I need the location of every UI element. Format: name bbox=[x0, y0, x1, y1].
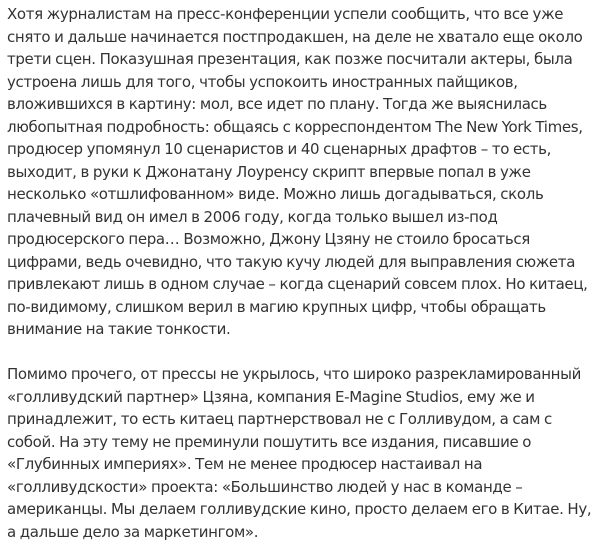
paragraph-2: Помимо прочего, от прессы не укрылось, что широко разрекламированный «голливудский партнер» Цзяна, компания E-Magine Studios, ему же и принадлежит, то есть китаец партнерствовал не с Голливудом, а сам с собой. На эту тему не преминули пошутить все издания, писавшие о «Глубинных империях». Тем не менее продюсер настаивал на «голливудскости» проекта: «Большинство людей у нас в команде – американцы. Мы делаем голливудские кино, просто делаем его в Китае. Ну, а дальше дело за маркетингом». bbox=[7, 365, 592, 541]
paragraph-1: Хотя журналистам на пресс-конференции успели сообщить, что все уже снято и дальше начинается постпродакшен, на деле не хватало еще около трети сцен. Показушная презентация, как позже посчитали актеры, была устроена лишь для того, чтобы успокоить иностранных пайщиков, вложившихся в картину: мол, все идет по плану. Тогда же выяснилась любопытная подробность: общаясь с корреспондентом The New York Times, продюсер упомянул 10 сценаристов и 40 сценарных драфтов – то есть, выходит, в руки к Джонатану Лоуренсу скрипт впервые попал в уже несколько «отшлифованном» виде. Можно лишь догадываться, сколь плачевный вид он имел в 2006 году, когда только вышел из-под продюсерского пера… Возможно, Джону Цзяну не стоило бросаться цифрами, ведь очевидно, что такую кучу людей для выправления сюжета привлекают лишь в одном случае – когда сценарий совсем плох. Но китаец, по-видимому, слишком верил в магию крупных цифр, чтобы обращать внимание на такие тонкости. bbox=[7, 5, 588, 338]
